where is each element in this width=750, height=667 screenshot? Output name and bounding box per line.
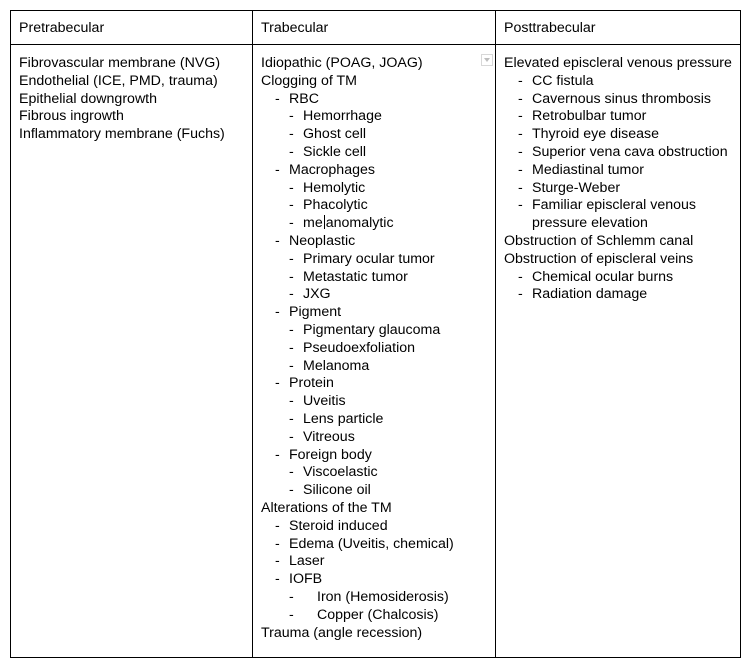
list-item: - Metastatic tumor bbox=[289, 268, 408, 285]
dash: - bbox=[289, 286, 294, 303]
list-item: - Retrobulbar tumor bbox=[518, 108, 647, 125]
list-item: - Iron (Hemosiderosis) bbox=[289, 588, 449, 605]
list-item: Inflammatory membrane (Fuchs) bbox=[19, 126, 225, 143]
list-item: - Hemolytic bbox=[289, 179, 366, 196]
content-row bbox=[11, 45, 741, 658]
dash: - bbox=[289, 268, 294, 285]
list-item: Endothelial (ICE, PMD, trauma) bbox=[19, 72, 218, 89]
list-item: Clogging of TM bbox=[261, 72, 357, 89]
dash: - bbox=[289, 321, 294, 338]
dash: - bbox=[518, 72, 523, 89]
dash: - bbox=[518, 179, 523, 196]
cell-trabecular[interactable] bbox=[253, 45, 496, 658]
dash: - bbox=[275, 161, 280, 178]
text-cursor bbox=[324, 215, 325, 229]
header-pretrabecular[interactable]: Pretrabecular bbox=[11, 11, 253, 45]
dash: - bbox=[289, 464, 294, 481]
list-item: - Melanoma bbox=[289, 357, 370, 374]
dash: - bbox=[275, 535, 280, 552]
dash: - bbox=[289, 482, 294, 499]
dash: - bbox=[275, 446, 280, 463]
list-item: Epithelial downgrowth bbox=[19, 90, 158, 107]
dash: - bbox=[518, 90, 523, 107]
list-item: - Familiar episcleral venous pressure elevation bbox=[518, 197, 697, 232]
list-item: - CC fistula bbox=[518, 72, 594, 89]
dash: - bbox=[289, 428, 294, 445]
list-item: Alterations of the TM bbox=[261, 499, 392, 516]
dash: - bbox=[289, 410, 294, 427]
list-item: - Uveitis bbox=[289, 393, 346, 410]
dash: - bbox=[275, 571, 280, 588]
cell-posttrabecular[interactable] bbox=[496, 45, 741, 658]
glaucoma-classification-table bbox=[10, 10, 741, 658]
list-item: Trauma (angle recession) bbox=[261, 624, 423, 641]
list-item: - Hemorrhage bbox=[289, 108, 382, 125]
list-item: Fibrovascular membrane (NVG) bbox=[19, 55, 221, 71]
list-item: - Pigmentary glaucoma bbox=[289, 321, 441, 338]
list-item: - Sturge-Weber bbox=[518, 179, 621, 196]
dash: - bbox=[518, 108, 523, 125]
list-item: - Primary ocular tumor bbox=[289, 250, 435, 267]
list-item: Idiopathic (POAG, JOAG) bbox=[261, 55, 423, 71]
list-item: - Radiation damage bbox=[518, 286, 648, 303]
list-item: - Edema (Uveitis, chemical) bbox=[275, 535, 454, 552]
list-item: - Phacolytic bbox=[289, 197, 368, 214]
dash: - bbox=[289, 339, 294, 356]
list-item: - Cavernous sinus thrombosis bbox=[518, 90, 711, 107]
list-item: - Sickle cell bbox=[289, 143, 367, 160]
list-item: Elevated episcleral venous pressure bbox=[504, 55, 732, 71]
list-item: - RBC bbox=[275, 90, 319, 107]
list-item: - Lens particle bbox=[289, 410, 384, 427]
list-item: - Pigment bbox=[275, 304, 342, 321]
dash: - bbox=[275, 375, 280, 392]
dash: - bbox=[289, 143, 294, 160]
dash: - bbox=[289, 588, 294, 605]
list-item: - Viscoelastic bbox=[289, 464, 378, 481]
dash: - bbox=[289, 393, 294, 410]
list-item: - Vitreous bbox=[289, 428, 355, 445]
list-item: - JXG bbox=[289, 286, 331, 303]
dash: - bbox=[289, 126, 294, 143]
header-row bbox=[11, 11, 741, 45]
dash: - bbox=[275, 90, 280, 107]
dash: - bbox=[275, 553, 280, 570]
list-item: - Protein bbox=[275, 375, 334, 392]
list-item: - me anomalytic bbox=[289, 215, 394, 232]
cell-pretrabecular[interactable] bbox=[11, 45, 253, 658]
list-item: - Pseudoexfoliation bbox=[289, 339, 416, 356]
dash: - bbox=[289, 250, 294, 267]
header-posttrabecular[interactable]: Posttrabecular bbox=[496, 11, 741, 45]
list-item: - Steroid induced bbox=[275, 517, 388, 534]
dash: - bbox=[518, 268, 523, 285]
list-item: - Chemical ocular burns bbox=[518, 268, 674, 285]
dash: - bbox=[518, 126, 523, 143]
header-trabecular[interactable]: Trabecular bbox=[253, 11, 496, 45]
list-item: - Ghost cell bbox=[289, 126, 367, 143]
list-item: - Macrophages bbox=[275, 161, 375, 178]
list-item: - Superior vena cava obstruction bbox=[518, 143, 728, 160]
dash: - bbox=[275, 304, 280, 321]
dash: - bbox=[275, 232, 280, 249]
dash: - bbox=[518, 286, 523, 303]
dash: - bbox=[289, 215, 294, 232]
dash: - bbox=[289, 357, 294, 374]
list-item: Obstruction of episcleral veins bbox=[504, 250, 694, 267]
list-item: - Thyroid eye disease bbox=[518, 126, 659, 143]
dash: - bbox=[289, 606, 294, 623]
list-item: Fibrous ingrowth bbox=[19, 108, 124, 125]
dash: - bbox=[518, 143, 523, 160]
list-item: - IOFB bbox=[275, 571, 323, 588]
dash: - bbox=[275, 517, 280, 534]
list-item: Obstruction of Schlemm canal bbox=[504, 232, 694, 249]
dash: - bbox=[289, 179, 294, 196]
dash: - bbox=[518, 161, 523, 178]
list-item: - Copper (Chalcosis) bbox=[289, 606, 439, 623]
list-item: - Silicone oil bbox=[289, 482, 371, 499]
list-item: - Laser bbox=[275, 553, 325, 570]
list-item: - Neoplastic bbox=[275, 232, 356, 249]
list-item: - Mediastinal tumor bbox=[518, 161, 644, 178]
dash: - bbox=[518, 197, 523, 214]
dash: - bbox=[289, 197, 294, 214]
list-item: - Foreign body bbox=[275, 446, 372, 463]
dash: - bbox=[289, 108, 294, 125]
